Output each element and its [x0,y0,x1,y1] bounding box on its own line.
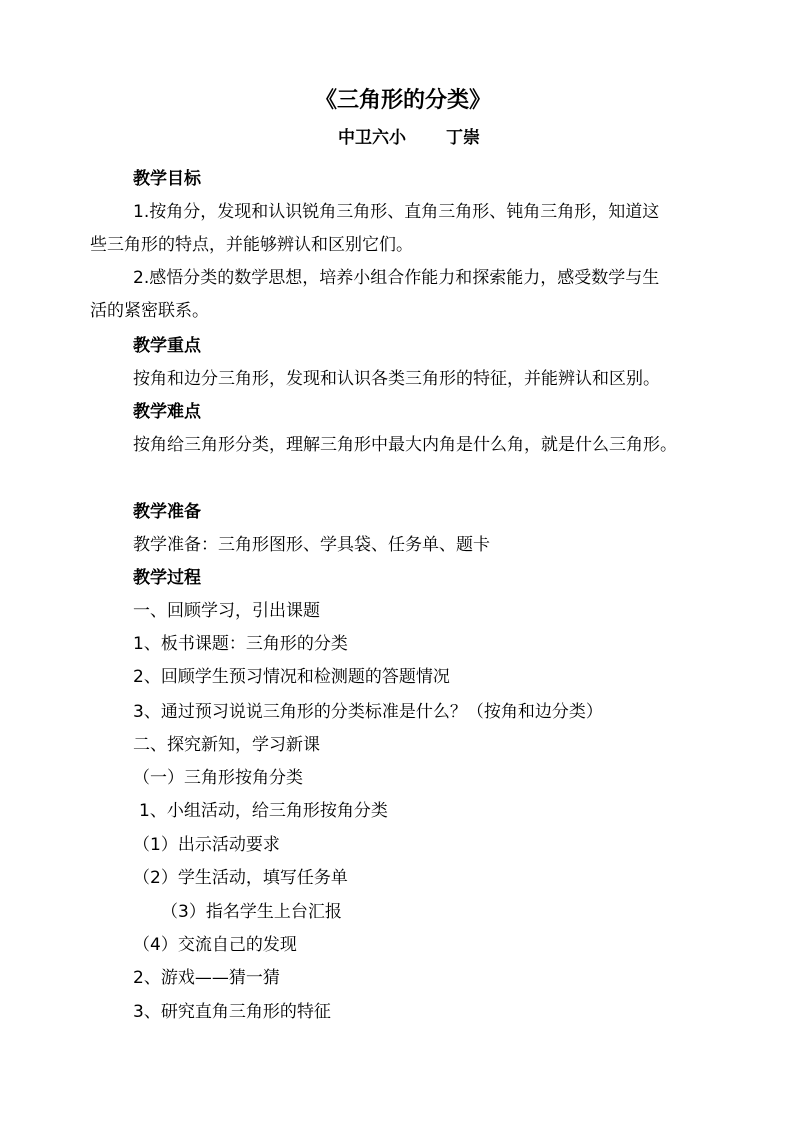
process-line: （1）出示活动要求 [133,835,280,855]
goals-heading: 教学目标 [133,169,201,189]
process-line: （2）学生活动，填写任务单 [133,868,348,888]
process-line: 3、通过预习说说三角形的分类标准是什么？（按角和边分类） [133,702,603,722]
process-line: 二、探究新知，学习新课 [133,735,320,755]
author-line [338,126,480,150]
process-line: （3）指名学生上台汇报 [161,902,342,922]
process-line: 2、回顾学生预习情况和检测题的答题情况 [133,667,450,687]
process-line: 一、回顾学习，引出课题 [133,601,320,621]
focus-text: 按角和边分三角形，发现和认识各类三角形的特征，并能辨认和区别。 [133,369,660,389]
process-line: 3、研究直角三角形的特征 [133,1002,331,1022]
author-name: 丁崇 [446,128,480,148]
process-heading: 教学过程 [133,568,201,588]
document-title: 《三角形的分类》 [315,88,492,113]
prep-heading: 教学准备 [133,502,201,522]
prep-text: 教学准备：三角形图形、学具袋、任务单、题卡 [133,535,490,555]
school-name: 中卫六小 [338,128,406,148]
process-line: 2、游戏——猜一猜 [133,968,280,988]
process-line: 1、小组活动，给三角形按角分类 [139,801,388,821]
goal-1-line-1: 1.按角分，发现和认识锐角三角形、直角三角形、钝角三角形，知道这 [133,202,660,222]
goal-2-line-2: 活的紧密联系。 [90,301,209,321]
process-line: （4）交流自己的发现 [133,935,297,955]
difficulty-text: 按角给三角形分类，理解三角形中最大内角是什么角，就是什么三角形。 [133,435,677,455]
process-line: 1、板书课题：三角形的分类 [133,634,348,654]
goal-2-line-1: 2.感悟分类的数学思想，培养小组合作能力和探索能力，感受数学与生 [133,268,660,288]
focus-heading: 教学重点 [133,336,201,356]
process-line: （一）三角形按角分类 [133,768,303,788]
difficulty-heading: 教学难点 [133,402,201,422]
goal-1-line-2: 些三角形的特点，并能够辨认和区别它们。 [90,235,413,255]
